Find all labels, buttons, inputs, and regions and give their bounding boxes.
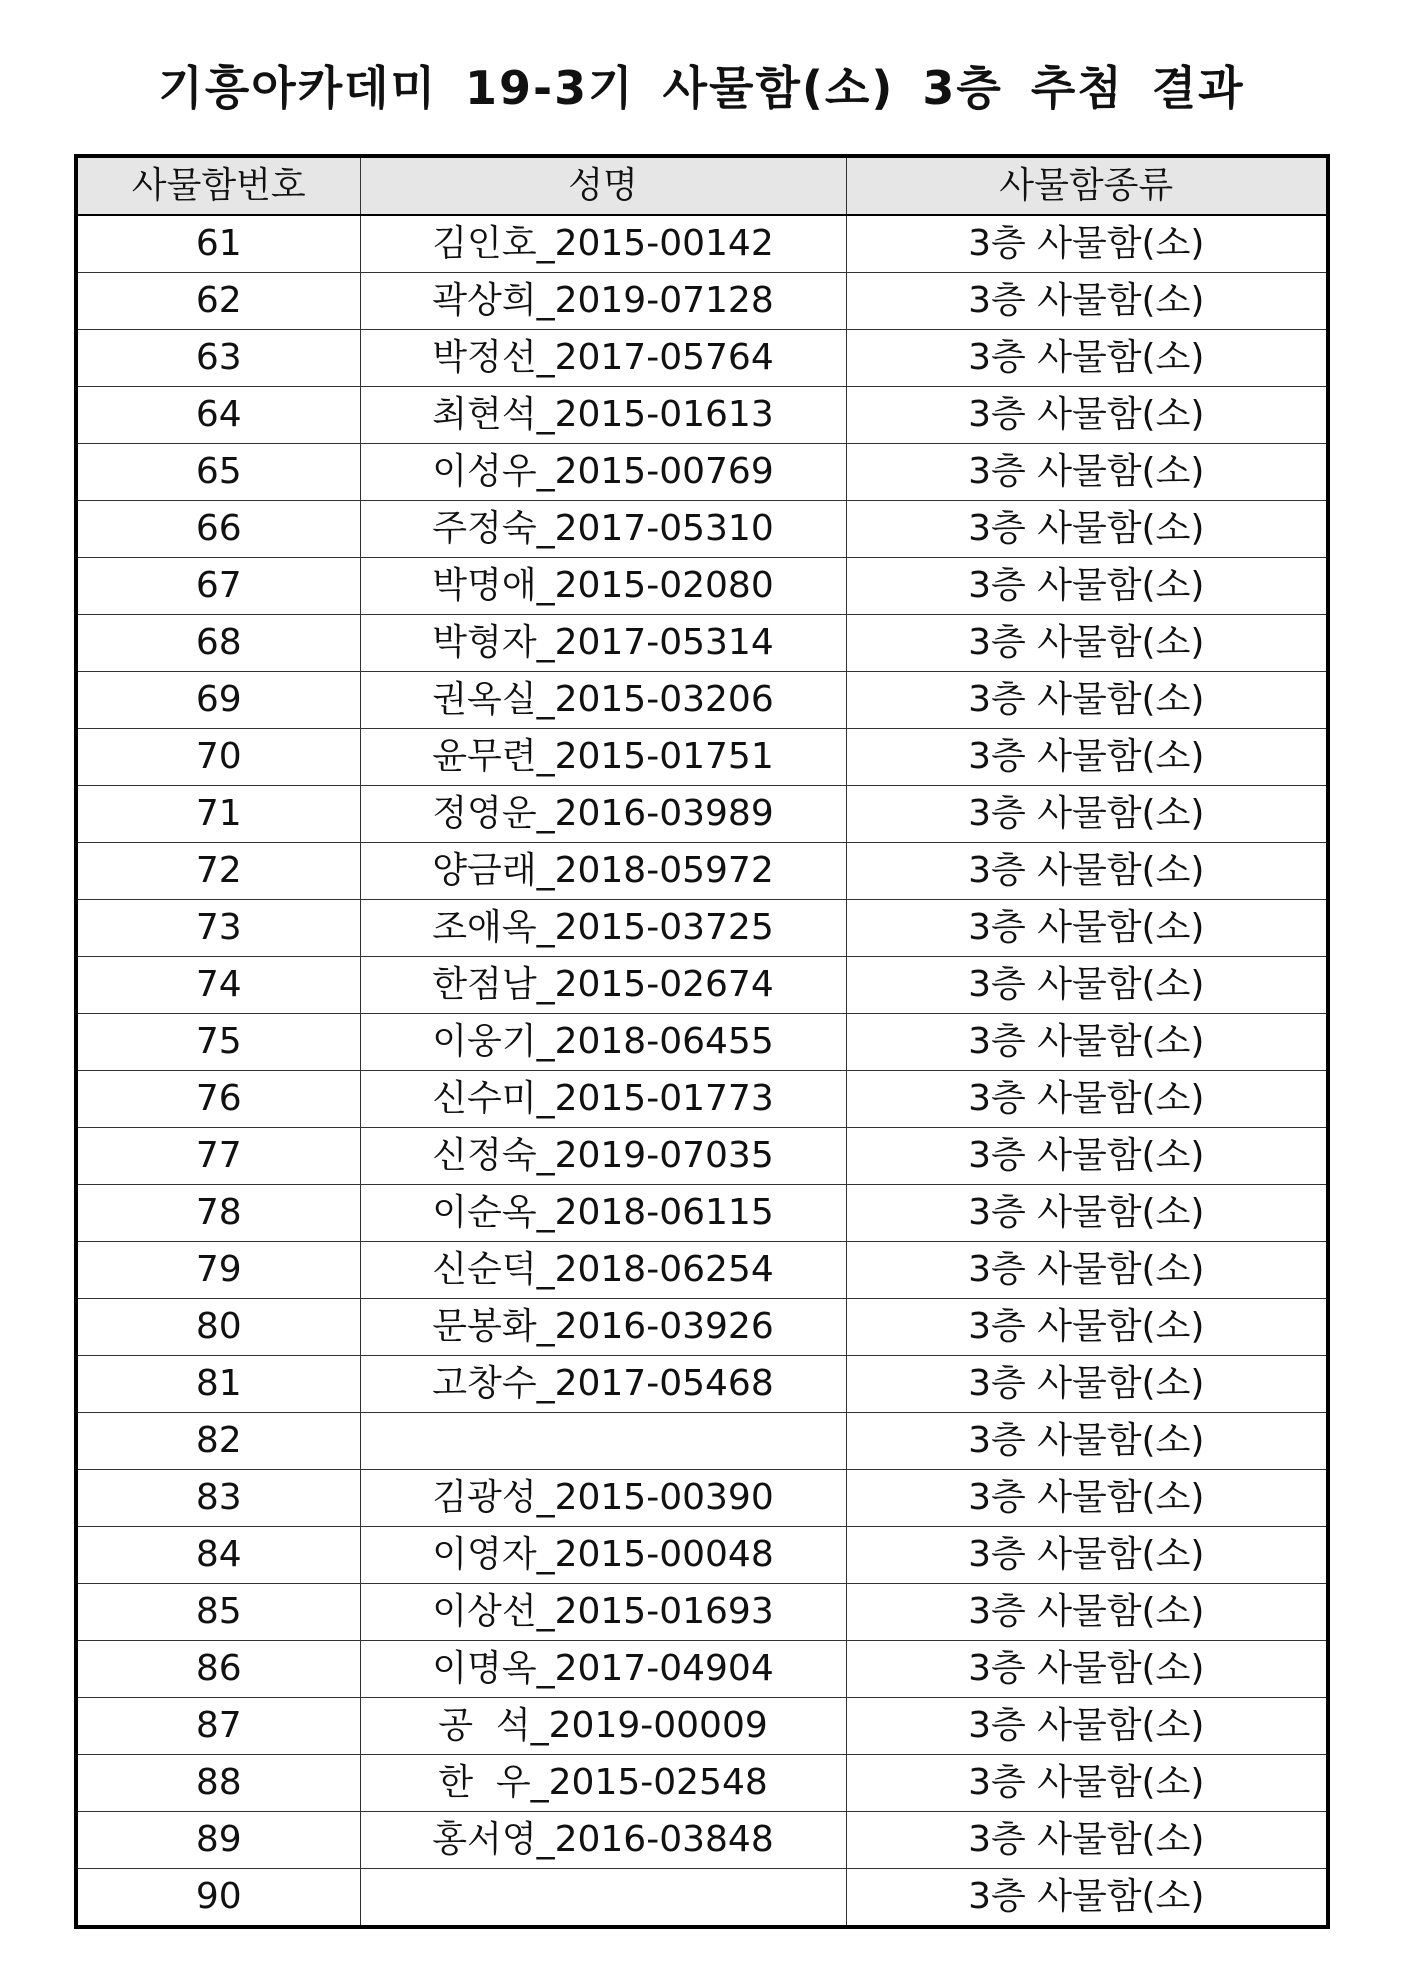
locker-number-cell: 74 xyxy=(78,957,360,1014)
member-name-cell: 김인호_2015-00142 xyxy=(360,215,846,273)
member-name-cell xyxy=(360,1413,846,1470)
locker-number-cell: 85 xyxy=(78,1584,360,1641)
table-row xyxy=(78,1413,1326,1470)
member-name-cell: 이성우_2015-00769 xyxy=(360,444,846,501)
page-title: 기흥아카데미 19-3기 사물함(소) 3층 추첨 결과 xyxy=(158,61,1245,115)
locker-type-cell: 3층 사물함(소) xyxy=(846,387,1326,444)
table-row xyxy=(78,1641,1326,1698)
member-name-cell: 박정선_2017-05764 xyxy=(360,330,846,387)
locker-number-cell: 72 xyxy=(78,843,360,900)
table-row xyxy=(78,1812,1326,1869)
table-row xyxy=(78,215,1326,273)
table-row xyxy=(78,843,1326,900)
locker-number-cell: 79 xyxy=(78,1242,360,1299)
member-name-cell: 이영자_2015-00048 xyxy=(360,1527,846,1584)
table-row xyxy=(78,1698,1326,1755)
locker-number-cell: 62 xyxy=(78,273,360,330)
table-row xyxy=(78,1470,1326,1527)
table-header-row xyxy=(78,158,1326,215)
locker-number-cell: 76 xyxy=(78,1071,360,1128)
member-name-cell: 공 석_2019-00009 xyxy=(360,1698,846,1755)
locker-type-cell: 3층 사물함(소) xyxy=(846,215,1326,273)
locker-number-cell: 78 xyxy=(78,1185,360,1242)
table-body xyxy=(78,215,1326,1925)
table-row xyxy=(78,1185,1326,1242)
member-name-cell: 조애옥_2015-03725 xyxy=(360,900,846,957)
locker-number-cell: 80 xyxy=(78,1299,360,1356)
locker-type-cell: 3층 사물함(소) xyxy=(846,1527,1326,1584)
table-row xyxy=(78,786,1326,843)
locker-type-cell: 3층 사물함(소) xyxy=(846,1299,1326,1356)
locker-type-cell: 3층 사물함(소) xyxy=(846,957,1326,1014)
table-row xyxy=(78,672,1326,729)
table-row xyxy=(78,615,1326,672)
locker-type-cell: 3층 사물함(소) xyxy=(846,273,1326,330)
table-row xyxy=(78,1356,1326,1413)
member-name-cell: 한 우_2015-02548 xyxy=(360,1755,846,1812)
locker-type-cell: 3층 사물함(소) xyxy=(846,1698,1326,1755)
locker-number-cell: 67 xyxy=(78,558,360,615)
member-name-cell: 김광성_2015-00390 xyxy=(360,1470,846,1527)
locker-result-table xyxy=(78,158,1326,1925)
table-row xyxy=(78,1527,1326,1584)
locker-number-cell: 77 xyxy=(78,1128,360,1185)
locker-type-cell: 3층 사물함(소) xyxy=(846,1356,1326,1413)
locker-number-cell: 87 xyxy=(78,1698,360,1755)
member-name-cell: 박형자_2017-05314 xyxy=(360,615,846,672)
header-locker-type: 사물함종류 xyxy=(846,158,1326,215)
member-name-cell: 주정숙_2017-05310 xyxy=(360,501,846,558)
table-row xyxy=(78,444,1326,501)
locker-type-cell: 3층 사물함(소) xyxy=(846,729,1326,786)
table-row xyxy=(78,900,1326,957)
table-row xyxy=(78,729,1326,786)
member-name-cell: 한점남_2015-02674 xyxy=(360,957,846,1014)
locker-type-cell: 3층 사물함(소) xyxy=(846,1071,1326,1128)
locker-type-cell: 3층 사물함(소) xyxy=(846,786,1326,843)
locker-type-cell: 3층 사물함(소) xyxy=(846,1584,1326,1641)
locker-type-cell: 3층 사물함(소) xyxy=(846,843,1326,900)
locker-number-cell: 75 xyxy=(78,1014,360,1071)
locker-type-cell: 3층 사물함(소) xyxy=(846,672,1326,729)
table-row xyxy=(78,1242,1326,1299)
locker-type-cell: 3층 사물함(소) xyxy=(846,900,1326,957)
member-name-cell: 권옥실_2015-03206 xyxy=(360,672,846,729)
member-name-cell: 홍서영_2016-03848 xyxy=(360,1812,846,1869)
table-row xyxy=(78,1299,1326,1356)
locker-type-cell: 3층 사물함(소) xyxy=(846,1869,1326,1926)
table-row xyxy=(78,1869,1326,1926)
locker-type-cell: 3층 사물함(소) xyxy=(846,501,1326,558)
locker-number-cell: 68 xyxy=(78,615,360,672)
header-locker-number: 사물함번호 xyxy=(78,158,360,215)
member-name-cell: 이웅기_2018-06455 xyxy=(360,1014,846,1071)
member-name-cell: 고창수_2017-05468 xyxy=(360,1356,846,1413)
locker-number-cell: 89 xyxy=(78,1812,360,1869)
member-name-cell: 이순옥_2018-06115 xyxy=(360,1185,846,1242)
locker-number-cell: 73 xyxy=(78,900,360,957)
locker-type-cell: 3층 사물함(소) xyxy=(846,1470,1326,1527)
table-row xyxy=(78,957,1326,1014)
locker-type-cell: 3층 사물함(소) xyxy=(846,1641,1326,1698)
member-name-cell: 문봉화_2016-03926 xyxy=(360,1299,846,1356)
locker-number-cell: 86 xyxy=(78,1641,360,1698)
table-row xyxy=(78,387,1326,444)
table-row xyxy=(78,1071,1326,1128)
table-row xyxy=(78,273,1326,330)
locker-number-cell: 83 xyxy=(78,1470,360,1527)
table-row xyxy=(78,1584,1326,1641)
member-name-cell: 윤무련_2015-01751 xyxy=(360,729,846,786)
member-name-cell: 양금래_2018-05972 xyxy=(360,843,846,900)
locker-table-frame xyxy=(74,154,1330,1929)
locker-type-cell: 3층 사물함(소) xyxy=(846,1014,1326,1071)
locker-number-cell: 70 xyxy=(78,729,360,786)
locker-number-cell: 71 xyxy=(78,786,360,843)
member-name-cell: 이상선_2015-01693 xyxy=(360,1584,846,1641)
locker-type-cell: 3층 사물함(소) xyxy=(846,615,1326,672)
locker-number-cell: 63 xyxy=(78,330,360,387)
table-row xyxy=(78,501,1326,558)
locker-number-cell: 84 xyxy=(78,1527,360,1584)
member-name-cell: 박명애_2015-02080 xyxy=(360,558,846,615)
member-name-cell: 정영운_2016-03989 xyxy=(360,786,846,843)
table-row xyxy=(78,1128,1326,1185)
member-name-cell xyxy=(360,1869,846,1926)
table-row xyxy=(78,1755,1326,1812)
locker-number-cell: 81 xyxy=(78,1356,360,1413)
header-name: 성명 xyxy=(360,158,846,215)
member-name-cell: 신정숙_2019-07035 xyxy=(360,1128,846,1185)
locker-number-cell: 69 xyxy=(78,672,360,729)
table-row xyxy=(78,1014,1326,1071)
table-row xyxy=(78,330,1326,387)
locker-type-cell: 3층 사물함(소) xyxy=(846,1128,1326,1185)
locker-type-cell: 3층 사물함(소) xyxy=(846,1185,1326,1242)
locker-number-cell: 90 xyxy=(78,1869,360,1926)
locker-number-cell: 65 xyxy=(78,444,360,501)
locker-type-cell: 3층 사물함(소) xyxy=(846,1242,1326,1299)
locker-type-cell: 3층 사물함(소) xyxy=(846,1812,1326,1869)
locker-number-cell: 88 xyxy=(78,1755,360,1812)
member-name-cell: 신순덕_2018-06254 xyxy=(360,1242,846,1299)
locker-type-cell: 3층 사물함(소) xyxy=(846,558,1326,615)
member-name-cell: 최현석_2015-01613 xyxy=(360,387,846,444)
member-name-cell: 신수미_2015-01773 xyxy=(360,1071,846,1128)
locker-number-cell: 64 xyxy=(78,387,360,444)
member-name-cell: 이명옥_2017-04904 xyxy=(360,1641,846,1698)
table-row xyxy=(78,558,1326,615)
locker-type-cell: 3층 사물함(소) xyxy=(846,1413,1326,1470)
locker-type-cell: 3층 사물함(소) xyxy=(846,444,1326,501)
locker-type-cell: 3층 사물함(소) xyxy=(846,330,1326,387)
member-name-cell: 곽상희_2019-07128 xyxy=(360,273,846,330)
locker-number-cell: 82 xyxy=(78,1413,360,1470)
locker-number-cell: 66 xyxy=(78,501,360,558)
locker-type-cell: 3층 사물함(소) xyxy=(846,1755,1326,1812)
locker-number-cell: 61 xyxy=(78,215,360,273)
